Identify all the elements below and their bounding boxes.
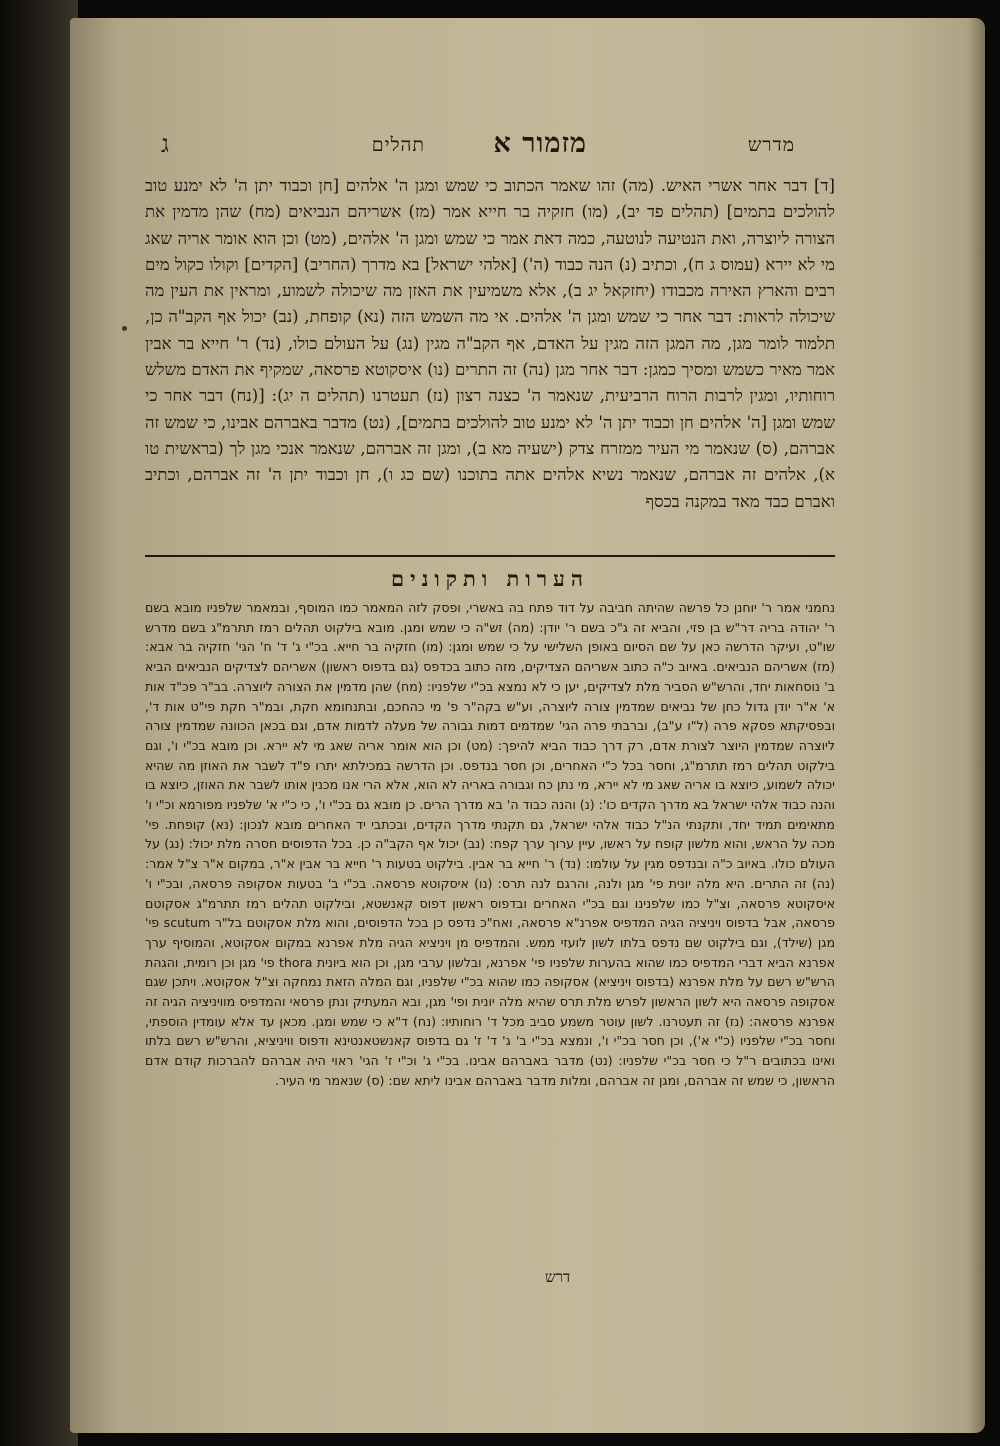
margin-mark [122,326,127,331]
main-text-block [145,173,835,515]
main-paragraph: [ד] דבר אחר אשרי האיש. (מה) זהו שאמר הכתוב כי שמש ומגן ה' אלהים [חן וכבוד יתן ה' לא ימנע טוב להולכים בתמים] (תהלים פד יב), (מו) חזקיה בר חייא אמר (מז) אשריהם הנביאים (מח) שהן מדמין את הצורה ליוצרה, ואת הנטיעה לנוטעה, כמה דאת אמר כי שמש ומגן ה' אלהים, (מט) וכן הוא אומר אריה שאג מי לא יירא (עמוס ג ח), וכתיב (נ) הנה כבוד (ה') [אלהי ישראל] בא מדרך (החריב) [הקדים] וקולו כקול מים רבים והארץ האירה מכבודו (יחזקאל יג ב), אלא משמיעין את האזן מה שיכולה לשמוע, ומראין את העין מה שיכולה לראות: דבר אחר כי שמש ומגן ה' אלהים. אי מה השמש הזה (נא) קופחת, (נב) יכול אף הקב"ה כן, תלמוד לומר מגן, מה המגן הזה מגין על האדם, אף הקב"ה מגין (נג) על העולם כולו, (נד) ר' חייא בר אבין אמר מאיר כשמש ומסיך כמגן: דבר אחר מגן (נה) זה התרים (נו) איסקוטא פרסאה, שמקיף את האדם משלש רוחותיו, ומגין לרבות הרוח הרביעית, שנאמר ה' כצנה רצון (נז) תעטרנו (תהלים ה יג): [(נח) דבר אחר כי שמש ומגן [ה' אלהים חן וכבוד יתן ה' לא ימנע טוב להולכים בתמים], (נט) מדבר באברהם אבינו, כי שמש זה אברהם, (ס) שנאמר מי העיר ממזרח צדק (ישעיה מא ב), ומגן זה אברהם, שנאמר אנכי מגן לך (בראשית טו א), אלהים זה אברהם, שנאמר נשיא אלהים אתה בתוכנו (שם כג ו), חן וכבוד יתן ה' זה אברהם, וכתיב ואברם כבד מאד במקנה בכסף [145,176,835,511]
notes-block [145,598,835,1091]
header-midrash: מדרש [747,134,795,156]
page-number: ג [161,130,170,158]
book-page [70,18,985,1433]
book-spine [0,0,78,1446]
header-mizmor: מזמור א [493,128,587,159]
header-tehilim: תהלים [371,134,425,156]
notes-heading: הערות ותקונים [390,566,589,591]
section-divider [145,555,835,557]
notes-paragraph: נחמני אמר ר' יוחנן כל פרשה שהיתה חביבה על דוד פתח בה באשרי, ופסק לזה המאמר כמו המוסף, ובמאמר שלפניו מובא בשם ר' יהודה בריה דר"ש בן פזי, והביא זה ג"כ בשם ר' יודן: (מה) זש"ה כי שמש ומגן. מובא בילקוט תהלים רמז תתרמ"ג בשם מדרש שו"ט, ועיקר הדרשה כאן על שם הסיום באופן השלישי על כי שמש ומגן: (מו) חזקיה בר חייא. בכ"י ג' ד' ח' הגי' חזקיה בר אבא: (מז) אשריהם הנביאים. באיוב כ"ה כתוב אשריהם הצדיקים, מזה כתוב בכדפס (גם בדפוס ראשון) אשריהם לצדיקים הנביאים הביא ב' נוסחאות יחד, והרש"ש הסביר מלת לצדיקים, יען כי לא נמצא בכ"י שלפניו: (מח) שהן מדמין את הצורה ליוצרה. בב"ר פכ"ד אות א' א"ר יודן גדול כחן של נביאים שמדמין צורה ליוצרה, וע"ש בקה"ר פ' מי כהחכם, ובתנחומא חקת, ובמ"ר חקת פי"ט אות ד', ובפסיקתא פסקא פרה (ל"ו ע"ב), וברבתי פרה הגי' שמדמים דמות גבורה של מעלה לדמות אדם, וגם בכאן הכוונה שמדמין צורה ליוצרה שמדמין היוצר לצורת אדם, רק דרך כבוד הביא להיפך: (מט) וכן הוא אומר אריה שאג מי לא יירא. וכן מובא בכ"י ו', וגם בילקוט תהלים רמז תתרמ"ג, וחסר בכל כ"י האחרים, וכן חסר בנדפס. וכן הדרשה במכילתא יתרו פ"ד לשבר את האוזן מה שהיא יכולה לשמוע, כיוצא בו אריה שאג מי לא יירא, מי נתן כח וגבורה באריה לא הוא, אלא הרי אנו מכנין אותו לשבר את האוזן, כיוצא בו והנה כבוד אלהי ישראל בא מדרך הקדים כו': (נ) והנה כבוד ה' בא מדרך הרים. כן מובא גם בכ"י ו', כי כ"י א' שלפניו מפורמא וכ"י ו' מתאימים תמיד יחד, ותקנתי הנ"ל כבוד אלהי ישראל, גם תקנתי מדרך הקדים, ובכתבי יד האחרים מובא לנכון: (נא) קופחת. פי' מכה על הראש, והוא מלשון קופח על ראשו, עיין ערוך ערך קפח: (נב) יכול אף הקב"ה כן. בכל הדפוסים חסרה מלת יכול: (נג) על העולם כולו. באיוב כ"ה ובנדפס מגין על עולמו: (נד) ר' חייא בר אבין. בילקוט בטעות ר' חייא בר אבין א"ר, במקום א"ר צ"ל אמר: (נה) זה התרים. היא מלה יונית פי' מגן ולנה, והרגם לנה תרס: (נו) איסקוטא פרסאה. בכ"י ב' בטעות אסקופה פרסאה, ובכ"י ו' איסקוטא פרסאה, וצ"ל כמו שלפנינו וגם בכ"י האחרים ובדפוס ראשון דפוס קאנשטא, ובילקוט תהלים רמז תתרמ"ג אסקוטם פרסאה, אבל בדפוס ויניציה הגיה המדפיס אפרנ"א פרסאה, ואח"כ נדפס כן בכל הדפוסים, והוא מלת אסקוטם בל"ר scutum פי' מגן (שילד), וגם בילקוט שם נדפס בלתו לשון לועזי ממש. והמדפיס מן ויניציא הגיה מלת אפרנא במקום אסקוטא, והמוסיף ערך אפרנא הביא דברי המדפיס כמו שהוא בהערות שלפניו פי' אפרנא, ובלשון ערבי מגן, וכן הוא ביונית thora פי' מגן וכן רומית, והגהת הרש"ש רשם על מלת אפרנא (בדפוס ויניציא) אסקופה כמו שהוא בכ"י שלפניו, וגם המלה הזאת נמחקה וצ"ל אסקוטא. ויתכן שגם אסקופה פרסאה היא לשון הראשון לפרש מלת תרס שהיא מלה יונית ופי' מגן, ובא המעתיק ונתן פרסאי והמדפיס מוויניציה הגיה זה אפרנא פרסאה: (נז) זה תעטרנו. לשון עוטר משמע סביב מכל ד' רוחותיו: (נח) ד"א כי שמש ומגן. מכאן עד אלא עומדין הוספתי, וחסר בכ"י שלפניו (כ"י א'), וכן חסר בכ"י ו', ונמצא בכ"י ב' ג' ד' ז' גם בדפוס קאנשטאנטינא ודפוס וויניציא, והרש"ש רשם בלתו ואינו בכתובים ר"ל כי חסר בכ"י שלפניו: (נט) מדבר באברהם אבינו. בכ"י ג' וכ"י ז' הגי' ראוי היה אברהם להברכות קודם אדם הראשון, כי שמש זה אברהם, ומגן זה אברהם, ומלות מדבר באברהם אבינו ליתא שם: (ס) שנאמר מי העיר. [145,600,836,1088]
catchword: דרש [545,1268,571,1286]
running-header [145,128,835,168]
page-edge-shadow [967,18,985,1433]
page-content [145,18,835,1433]
